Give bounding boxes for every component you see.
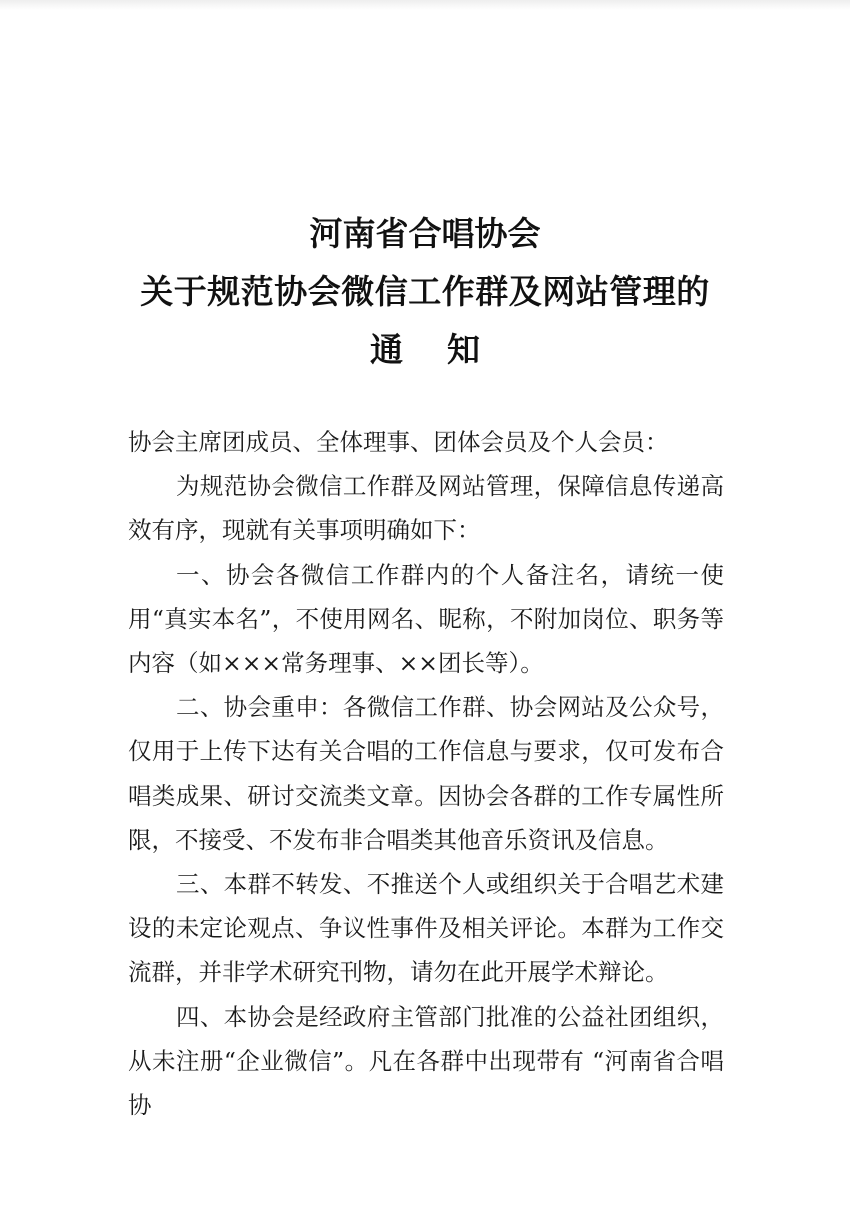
paragraph-item-4: 四、本协会是经政府主管部门批准的公益社团组织，从未注册“企业微信”。凡在各群中出现带有 “河南省合唱协	[128, 1002, 724, 1120]
paragraph-intro: 为规范协会微信工作群及网站管理，保障信息传递高效有序，现就有关事项明确如下：	[128, 472, 724, 545]
scan-top-edge	[0, 0, 850, 10]
paragraph-item-3: 三、本群不转发、不推送个人或组织关于合唱艺术建设的未定论观点、争议性事件及相关评论。本群为工作交流群，并非学术研究刊物，请勿在此开展学术辩论。	[128, 870, 724, 987]
title-subject: 关于规范协会微信工作群及网站管理的	[140, 272, 710, 311]
salutation: 协会主席团成员、全体理事、团体会员及个人会员：	[128, 428, 669, 456]
document-title	[0, 205, 850, 379]
title-notice-char-2: 知	[447, 330, 480, 369]
paragraph-item-2: 二、协会重申：各微信工作群、协会网站及公众号，仅用于上传下达有关合唱的工作信息与要求，仅可发布合唱类成果、研讨交流类文章。因协会各群的工作专属性所限，不接受、不发布非合唱类其他音乐资讯及信息。	[128, 693, 724, 854]
title-notice-char-1: 通	[370, 330, 403, 369]
title-notice	[0, 321, 850, 379]
title-organization: 河南省合唱协会	[309, 214, 541, 253]
paragraph-item-1: 一、协会各微信工作群内的个人备注名，请统一使用“真实本名”，不使用网名、昵称，不附加岗位、职务等内容（如×××常务理事、××团长等）。	[128, 560, 724, 678]
document-body	[128, 420, 724, 1127]
